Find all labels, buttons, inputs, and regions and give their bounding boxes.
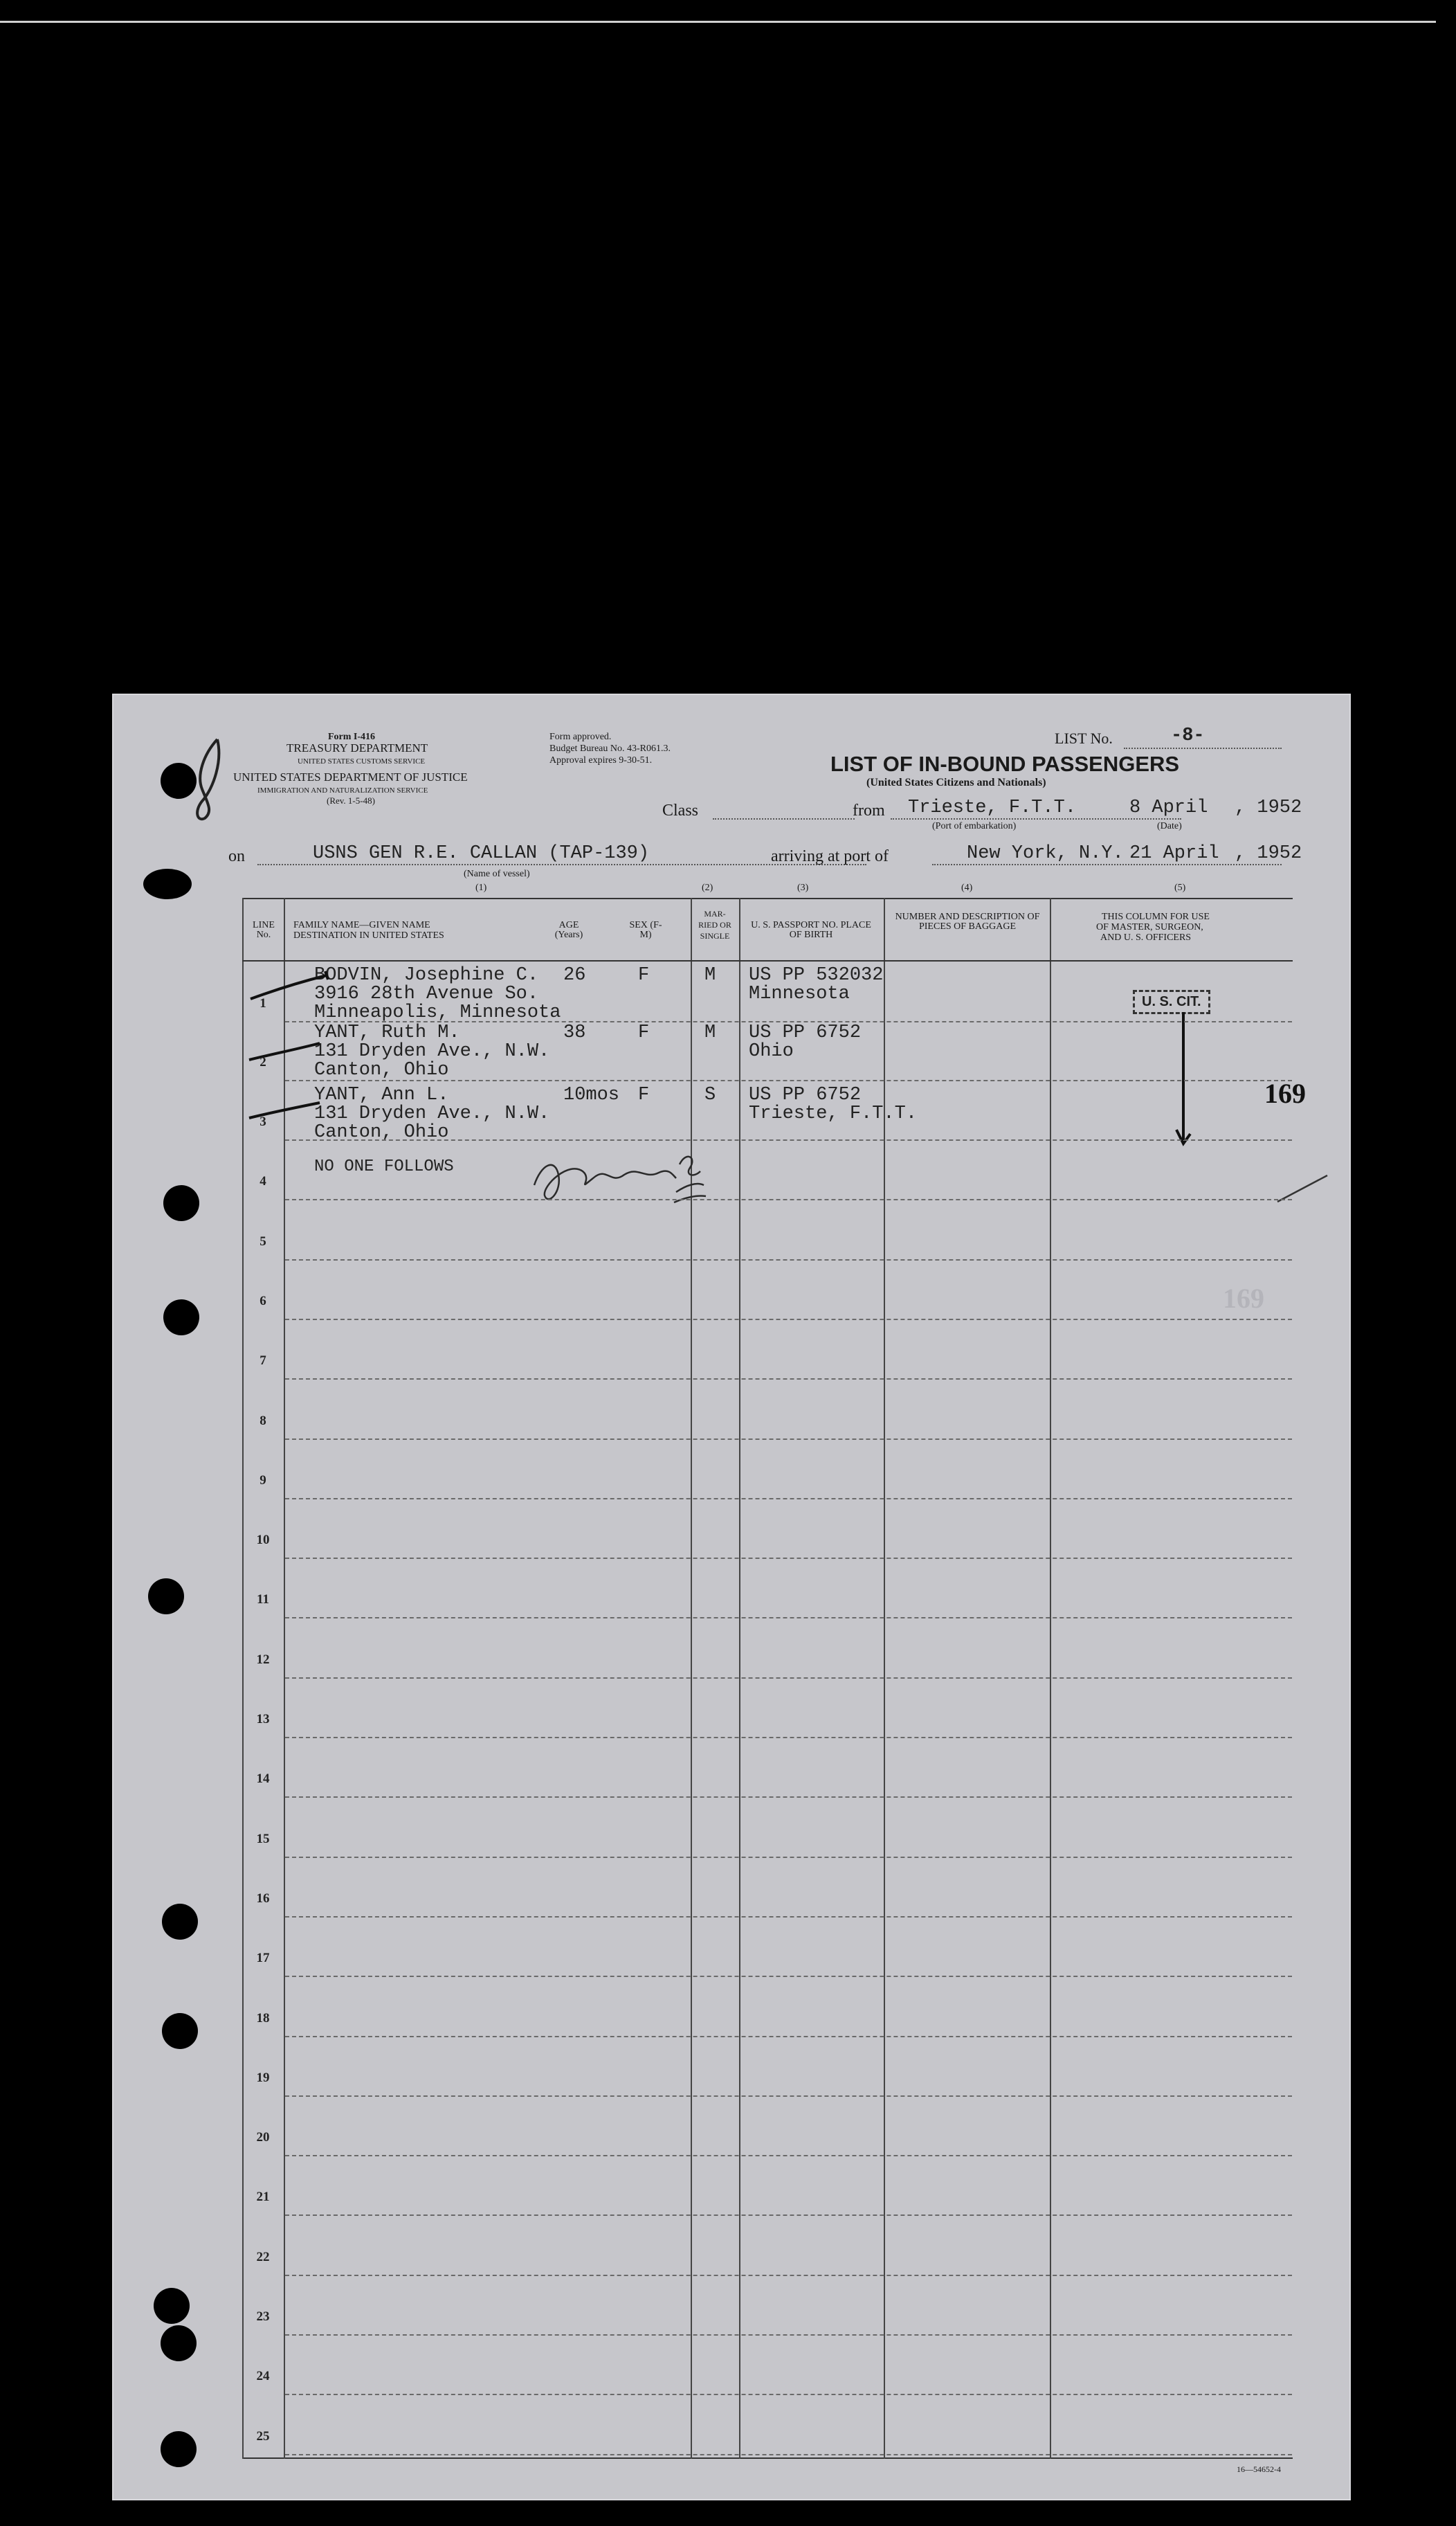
table-bottom-border <box>242 2457 1293 2459</box>
passenger-passport: US PP 532032 <box>749 965 884 986</box>
justice-department: UNITED STATES DEPARTMENT OF JUSTICE <box>233 770 468 784</box>
line-number: 21 <box>256 2190 270 2205</box>
table-row-line <box>285 1617 1292 1618</box>
treasury-department: TREASURY DEPARTMENT <box>286 741 428 755</box>
passenger-age: 38 <box>563 1022 586 1043</box>
line-number: 17 <box>256 1951 270 1966</box>
header-family-name: FAMILY NAME—GIVEN NAME <box>293 920 430 930</box>
table-row-line <box>285 1558 1292 1559</box>
punch-hole <box>163 1185 199 1221</box>
passenger-sex: F <box>638 1022 650 1043</box>
line-number: 25 <box>256 2428 270 2444</box>
vessel-name: USNS GEN R.E. CALLAN (TAP-139) <box>313 843 650 864</box>
table-row-line <box>285 2155 1292 2156</box>
header-sex: SEX (F-M) <box>629 920 662 940</box>
table-row-line <box>285 1976 1292 1977</box>
departure-date: 8 April <box>1129 797 1208 818</box>
column-number: (4) <box>961 883 973 893</box>
table-row-line <box>285 2036 1292 2037</box>
form-number: Form I-416 <box>328 732 376 742</box>
table-row-line <box>285 1438 1292 1440</box>
on-label: on <box>228 847 245 865</box>
vessel-caption: (Name of vessel) <box>464 869 530 879</box>
table-row-line <box>285 2214 1292 2216</box>
header-passport: U. S. PASSPORT NO. PLACE OF BIRTH <box>751 920 871 940</box>
header-baggage: NUMBER AND DESCRIPTION OF PIECES OF BAGGAGE <box>895 912 1040 932</box>
header-age: AGE (Years) <box>554 920 583 940</box>
column-number: (5) <box>1174 883 1186 893</box>
arrival-year: , 1952 <box>1235 843 1302 864</box>
line-number: 6 <box>260 1293 266 1308</box>
line-number: 4 <box>260 1174 266 1189</box>
line-number: 20 <box>256 2130 270 2145</box>
table-row-line <box>285 1737 1292 1738</box>
passenger-birthplace: Trieste, F.T.T. <box>749 1103 918 1124</box>
passenger-passport: US PP 6752 <box>749 1085 862 1106</box>
line-number: 15 <box>256 1831 270 1846</box>
line-number: 19 <box>256 2070 270 2085</box>
table-row-line <box>285 1378 1292 1380</box>
passenger-address: 131 Dryden Ave., N.W. <box>314 1041 550 1062</box>
line-number: 13 <box>256 1712 270 1726</box>
naturalization-service: IMMIGRATION AND NATURALIZATION SERVICE <box>257 786 428 795</box>
customs-service: UNITED STATES CUSTOMS SERVICE <box>298 757 426 766</box>
from-line <box>891 818 1181 820</box>
handwritten-signature <box>527 1137 707 1213</box>
table-row-line <box>285 2334 1292 2336</box>
arrival-date: 21 April <box>1129 843 1219 864</box>
port-of-embarkation: Trieste, F.T.T. <box>908 797 1077 818</box>
header-line-no: LINE No. <box>253 920 275 940</box>
line-number: 12 <box>256 1652 270 1667</box>
passenger-age: 26 <box>563 965 586 986</box>
footer-code: 16—54652-4 <box>1237 2464 1281 2474</box>
column-number: (1) <box>475 883 487 893</box>
passenger-marital-status: S <box>704 1085 716 1106</box>
passenger-name: YANT, Ruth M. <box>314 1022 460 1043</box>
table-row-line <box>285 1916 1292 1918</box>
passenger-city: Minneapolis, Minnesota <box>314 1002 561 1023</box>
date-caption: (Date) <box>1157 821 1182 831</box>
column-number: (3) <box>797 883 809 893</box>
table-row-line <box>285 1021 1292 1022</box>
faint-number: 169 <box>1223 1283 1264 1314</box>
passenger-sex: F <box>638 965 650 986</box>
line-number: 3 <box>260 1115 266 1129</box>
line-number: 7 <box>260 1353 266 1369</box>
passenger-birthplace: Minnesota <box>749 984 850 1004</box>
passenger-list-sheet <box>112 694 1351 2500</box>
handwritten-mark <box>190 734 231 824</box>
column-number: (2) <box>702 883 713 893</box>
punch-hole <box>148 1578 184 1614</box>
table-row-line <box>285 1498 1292 1499</box>
table-row-line <box>285 1319 1292 1320</box>
table-row-line <box>285 1199 1292 1200</box>
table-row-line <box>285 1259 1292 1261</box>
pen-stroke <box>1275 1171 1330 1206</box>
punch-hole <box>161 2325 197 2361</box>
page-subtitle: (United States Citizens and Nationals) <box>866 777 1046 788</box>
class-line <box>713 818 855 820</box>
line-number: 5 <box>260 1234 266 1249</box>
header-officers: THIS COLUMN FOR USE <box>1102 912 1210 922</box>
passenger-address: 131 Dryden Ave., N.W. <box>314 1103 550 1124</box>
punch-hole <box>154 2288 190 2324</box>
punch-hole <box>143 869 192 899</box>
list-no-line <box>1124 748 1282 749</box>
passenger-marital-status: M <box>704 1022 716 1043</box>
arrival-line <box>932 864 1282 865</box>
punch-hole <box>163 1299 199 1335</box>
line-number: 24 <box>256 2369 270 2384</box>
form-approved: Form approved. <box>549 732 612 742</box>
page-title: LIST OF IN-BOUND PASSENGERS <box>830 752 1180 776</box>
header-married: MAR- RIED OR SINGLE <box>698 909 731 941</box>
list-no-label: LIST No. <box>1055 730 1113 747</box>
no-one-follows: NO ONE FOLLOWS <box>314 1157 454 1176</box>
form-revision: (Rev. 1-5-48) <box>327 795 375 806</box>
from-label: from <box>853 802 885 820</box>
header-destination: DESTINATION IN UNITED STATES <box>293 930 444 941</box>
table-row-line <box>285 1857 1292 1858</box>
margin-number: 169 <box>1264 1078 1306 1109</box>
scan-top-edge <box>0 21 1436 23</box>
passenger-birthplace: Ohio <box>749 1041 794 1062</box>
passenger-address: 3916 28th Avenue So. <box>314 984 539 1004</box>
table-top-border <box>242 898 1293 899</box>
class-label: Class <box>662 802 699 820</box>
punch-hole <box>162 1904 198 1940</box>
passenger-name: BODVIN, Josephine C. <box>314 965 539 986</box>
passenger-sex: F <box>638 1085 650 1106</box>
header-officers: AND U. S. OFFICERS <box>1100 932 1192 943</box>
table-row-line <box>285 1139 1292 1141</box>
passenger-city: Canton, Ohio <box>314 1122 449 1143</box>
arriving-label: arriving at port of <box>771 847 889 865</box>
departure-year: , 1952 <box>1235 797 1302 818</box>
header-divider <box>242 960 1293 962</box>
budget-bureau: Budget Bureau No. 43-R061.3. <box>549 743 671 754</box>
table-row-line <box>285 2275 1292 2276</box>
table-row-line <box>285 1796 1292 1798</box>
port-caption: (Port of embarkation) <box>932 821 1017 831</box>
line-number: 14 <box>256 1771 270 1787</box>
approval-expires: Approval expires 9-30-51. <box>549 755 653 766</box>
line-number: 22 <box>256 2249 270 2264</box>
table-row-line <box>285 2394 1292 2395</box>
table-row-line <box>285 2454 1292 2455</box>
line-number: 16 <box>256 1891 270 1906</box>
line-number: 10 <box>256 1533 270 1548</box>
citizenship-stamp: U. S. CIT. <box>1133 990 1210 1014</box>
passenger-marital-status: M <box>704 965 716 986</box>
line-number: 11 <box>257 1592 269 1607</box>
table-row-line <box>285 1080 1292 1081</box>
line-number: 23 <box>256 2309 270 2324</box>
table-row-line <box>285 2095 1292 2097</box>
passenger-city: Canton, Ohio <box>314 1060 449 1081</box>
header-officers: OF MASTER, SURGEON, <box>1096 922 1203 932</box>
line-number: 18 <box>256 2010 270 2026</box>
punch-hole <box>162 2013 198 2049</box>
arrow-mark <box>1171 1012 1199 1151</box>
passenger-name: YANT, Ann L. <box>314 1085 449 1106</box>
line-number: 8 <box>260 1413 266 1428</box>
line-number: 2 <box>260 1055 266 1070</box>
list-no-value: -8- <box>1171 725 1205 746</box>
arrival-port: New York, N.Y. <box>967 843 1124 864</box>
passenger-passport: US PP 6752 <box>749 1022 862 1043</box>
punch-hole <box>161 2431 197 2467</box>
line-number: 1 <box>260 996 266 1011</box>
passenger-age: 10mos <box>563 1085 620 1106</box>
table-row-line <box>285 1677 1292 1679</box>
line-number: 9 <box>260 1472 266 1488</box>
